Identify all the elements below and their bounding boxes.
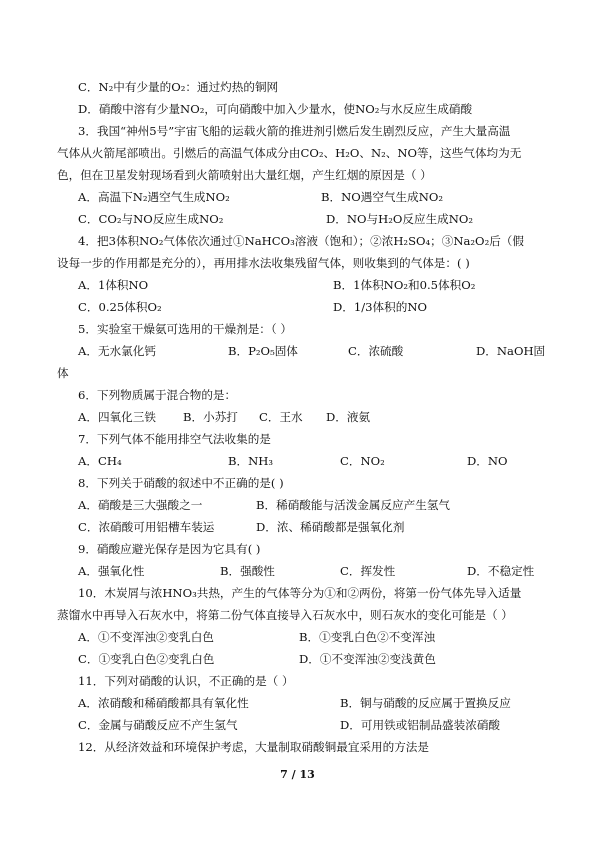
q9-options-row	[78, 564, 578, 580]
q9-option-c: C．挥发性	[340, 564, 396, 578]
q9-option-a: A．强氧化性	[78, 564, 145, 578]
q3-stem-line2: 气体从火箭尾部喷出。引燃后的高温气体成分由CO₂、H₂O、N₂、NO等，这些气体均为无	[57, 146, 522, 160]
q12-stem: 12．从经济效益和环境保护考虑，大量制取硝酸铜最宜采用的方法是	[78, 740, 429, 754]
q7-option-d: D．NO	[467, 454, 508, 468]
q9-stem: 9．硝酸应避光保存是因为它具有( )	[78, 542, 261, 556]
q5-option-d-wrap: 体	[57, 366, 69, 380]
q4-option-c: C．0.25体积O₂	[78, 300, 162, 314]
q3-option-c: C．CO₂与NO反应生成NO₂	[78, 212, 224, 226]
page-number: 7 / 13	[280, 768, 315, 781]
q3-options-row1	[78, 190, 578, 206]
q11-options-row1	[78, 696, 578, 712]
q4-option-a: A．1体积NO	[78, 278, 149, 292]
q8-option-b: B．稀硝酸能与活泼金属反应产生氢气	[256, 498, 451, 512]
q4-stem-line1: 4．把3体积NO₂气体依次通过①NaHCO₃溶液（饱和）；②浓H₂SO₄；③Na₂O₂后（假	[78, 234, 524, 248]
q3-option-b: B．NO遇空气生成NO₂	[321, 190, 444, 204]
q6-options-row	[78, 410, 578, 426]
q3-stem-line1: 3．我国“神州5号”宇宙飞船的运载火箭的推进剂引燃后发生剧烈反应，产生大量高温	[78, 124, 511, 138]
q11-options-row2	[78, 718, 578, 734]
q6-stem: 6．下列物质属于混合物的是：	[78, 388, 237, 402]
q8-stem: 8．下列关于硝酸的叙述中不正确的是( )	[78, 476, 284, 490]
q10-options-row1	[78, 630, 578, 646]
q11-option-c: C．金属与硝酸反应不产生氢气	[78, 718, 238, 732]
q5-option-d: D．NaOH固	[476, 344, 546, 358]
q9-option-d: D．不稳定性	[467, 564, 535, 578]
q6-option-c: C．王水	[259, 410, 303, 424]
q3-option-a: A．高温下N₂遇空气生成NO₂	[78, 190, 230, 204]
q11-option-a: A．浓硝酸和稀硝酸都具有氧化性	[78, 696, 249, 710]
q10-options-row2	[78, 652, 578, 668]
q10-stem-line1: 10．木炭屑与浓HNO₃共热，产生的气体等分为①和②两份，将第一份气体先导入适量	[78, 586, 522, 600]
q6-option-b: B．小苏打	[183, 410, 238, 424]
q7-stem: 7．下列气体不能用排空气法收集的是	[78, 432, 271, 446]
q7-option-b: B．NH₃	[228, 454, 274, 468]
q7-option-c: C．NO₂	[340, 454, 385, 468]
q4-option-d: D．1/3体积的NO	[333, 300, 427, 314]
q10-option-c: C．①变乳白色②变乳白色	[78, 652, 215, 666]
q4-options-row2	[78, 300, 578, 316]
q3-options-row2	[78, 212, 578, 228]
q4-option-b: B．1体积NO₂和0.5体积O₂	[333, 278, 476, 292]
q10-option-a: A．①不变浑浊②变乳白色	[78, 630, 214, 644]
q5-option-c: C．浓硫酸	[348, 344, 404, 358]
q6-option-a: A．四氧化三铁	[78, 410, 156, 424]
q7-option-a: A．CH₄	[78, 454, 122, 468]
q5-options-row	[78, 344, 578, 360]
q8-option-a: A．硝酸是三大强酸之一	[78, 498, 203, 512]
option-d-hno3-purify: D．硝酸中溶有少量NO₂，可向硝酸中加入少量水，使NO₂与水反应生成硝酸	[78, 102, 473, 116]
q9-option-b: B．强酸性	[220, 564, 275, 578]
q10-stem-line2: 蒸馏水中再导入石灰水中，将第二份气体直接导入石灰水中，则石灰水的变化可能是（ ）	[57, 608, 513, 622]
q3-option-d: D．NO与H₂O反应生成NO₂	[326, 212, 474, 226]
q4-stem-line2: 设每一步的作用都是充分的），再用排水法收集残留气体，则收集到的气体是：( )	[57, 256, 470, 270]
q5-stem: 5．实验室干燥氨可选用的干燥剂是：（ ）	[78, 322, 292, 336]
q11-option-b: B．铜与硝酸的反应属于置换反应	[340, 696, 511, 710]
q5-option-b: B．P₂O₅固体	[228, 344, 298, 358]
q5-option-a: A．无水氯化钙	[78, 344, 156, 358]
q4-options-row1	[78, 278, 578, 294]
q10-option-b: B．①变乳白色②不变浑浊	[299, 630, 436, 644]
q10-option-d: D．①不变浑浊②变浅黄色	[299, 652, 436, 666]
q8-options-row1	[78, 498, 578, 514]
q3-stem-line3: 色，但在卫星发射现场看到火箭喷射出大量红烟，产生红烟的原因是（ ）	[57, 168, 432, 182]
q7-options-row	[78, 454, 578, 470]
q8-option-c: C．浓硝酸可用铝槽车装运	[78, 520, 215, 534]
option-c-n2-purify: C．N₂中有少量的O₂：通过灼热的铜网	[78, 80, 279, 94]
q6-option-d: D．液氨	[326, 410, 371, 424]
q11-stem: 11．下列对硝酸的认识，不正确的是（ ）	[78, 674, 294, 688]
q8-options-row2	[78, 520, 578, 536]
q8-option-d: D．浓、稀硝酸都是强氧化剂	[256, 520, 405, 534]
q11-option-d: D．可用铁或铝制品盛装浓硝酸	[340, 718, 501, 732]
